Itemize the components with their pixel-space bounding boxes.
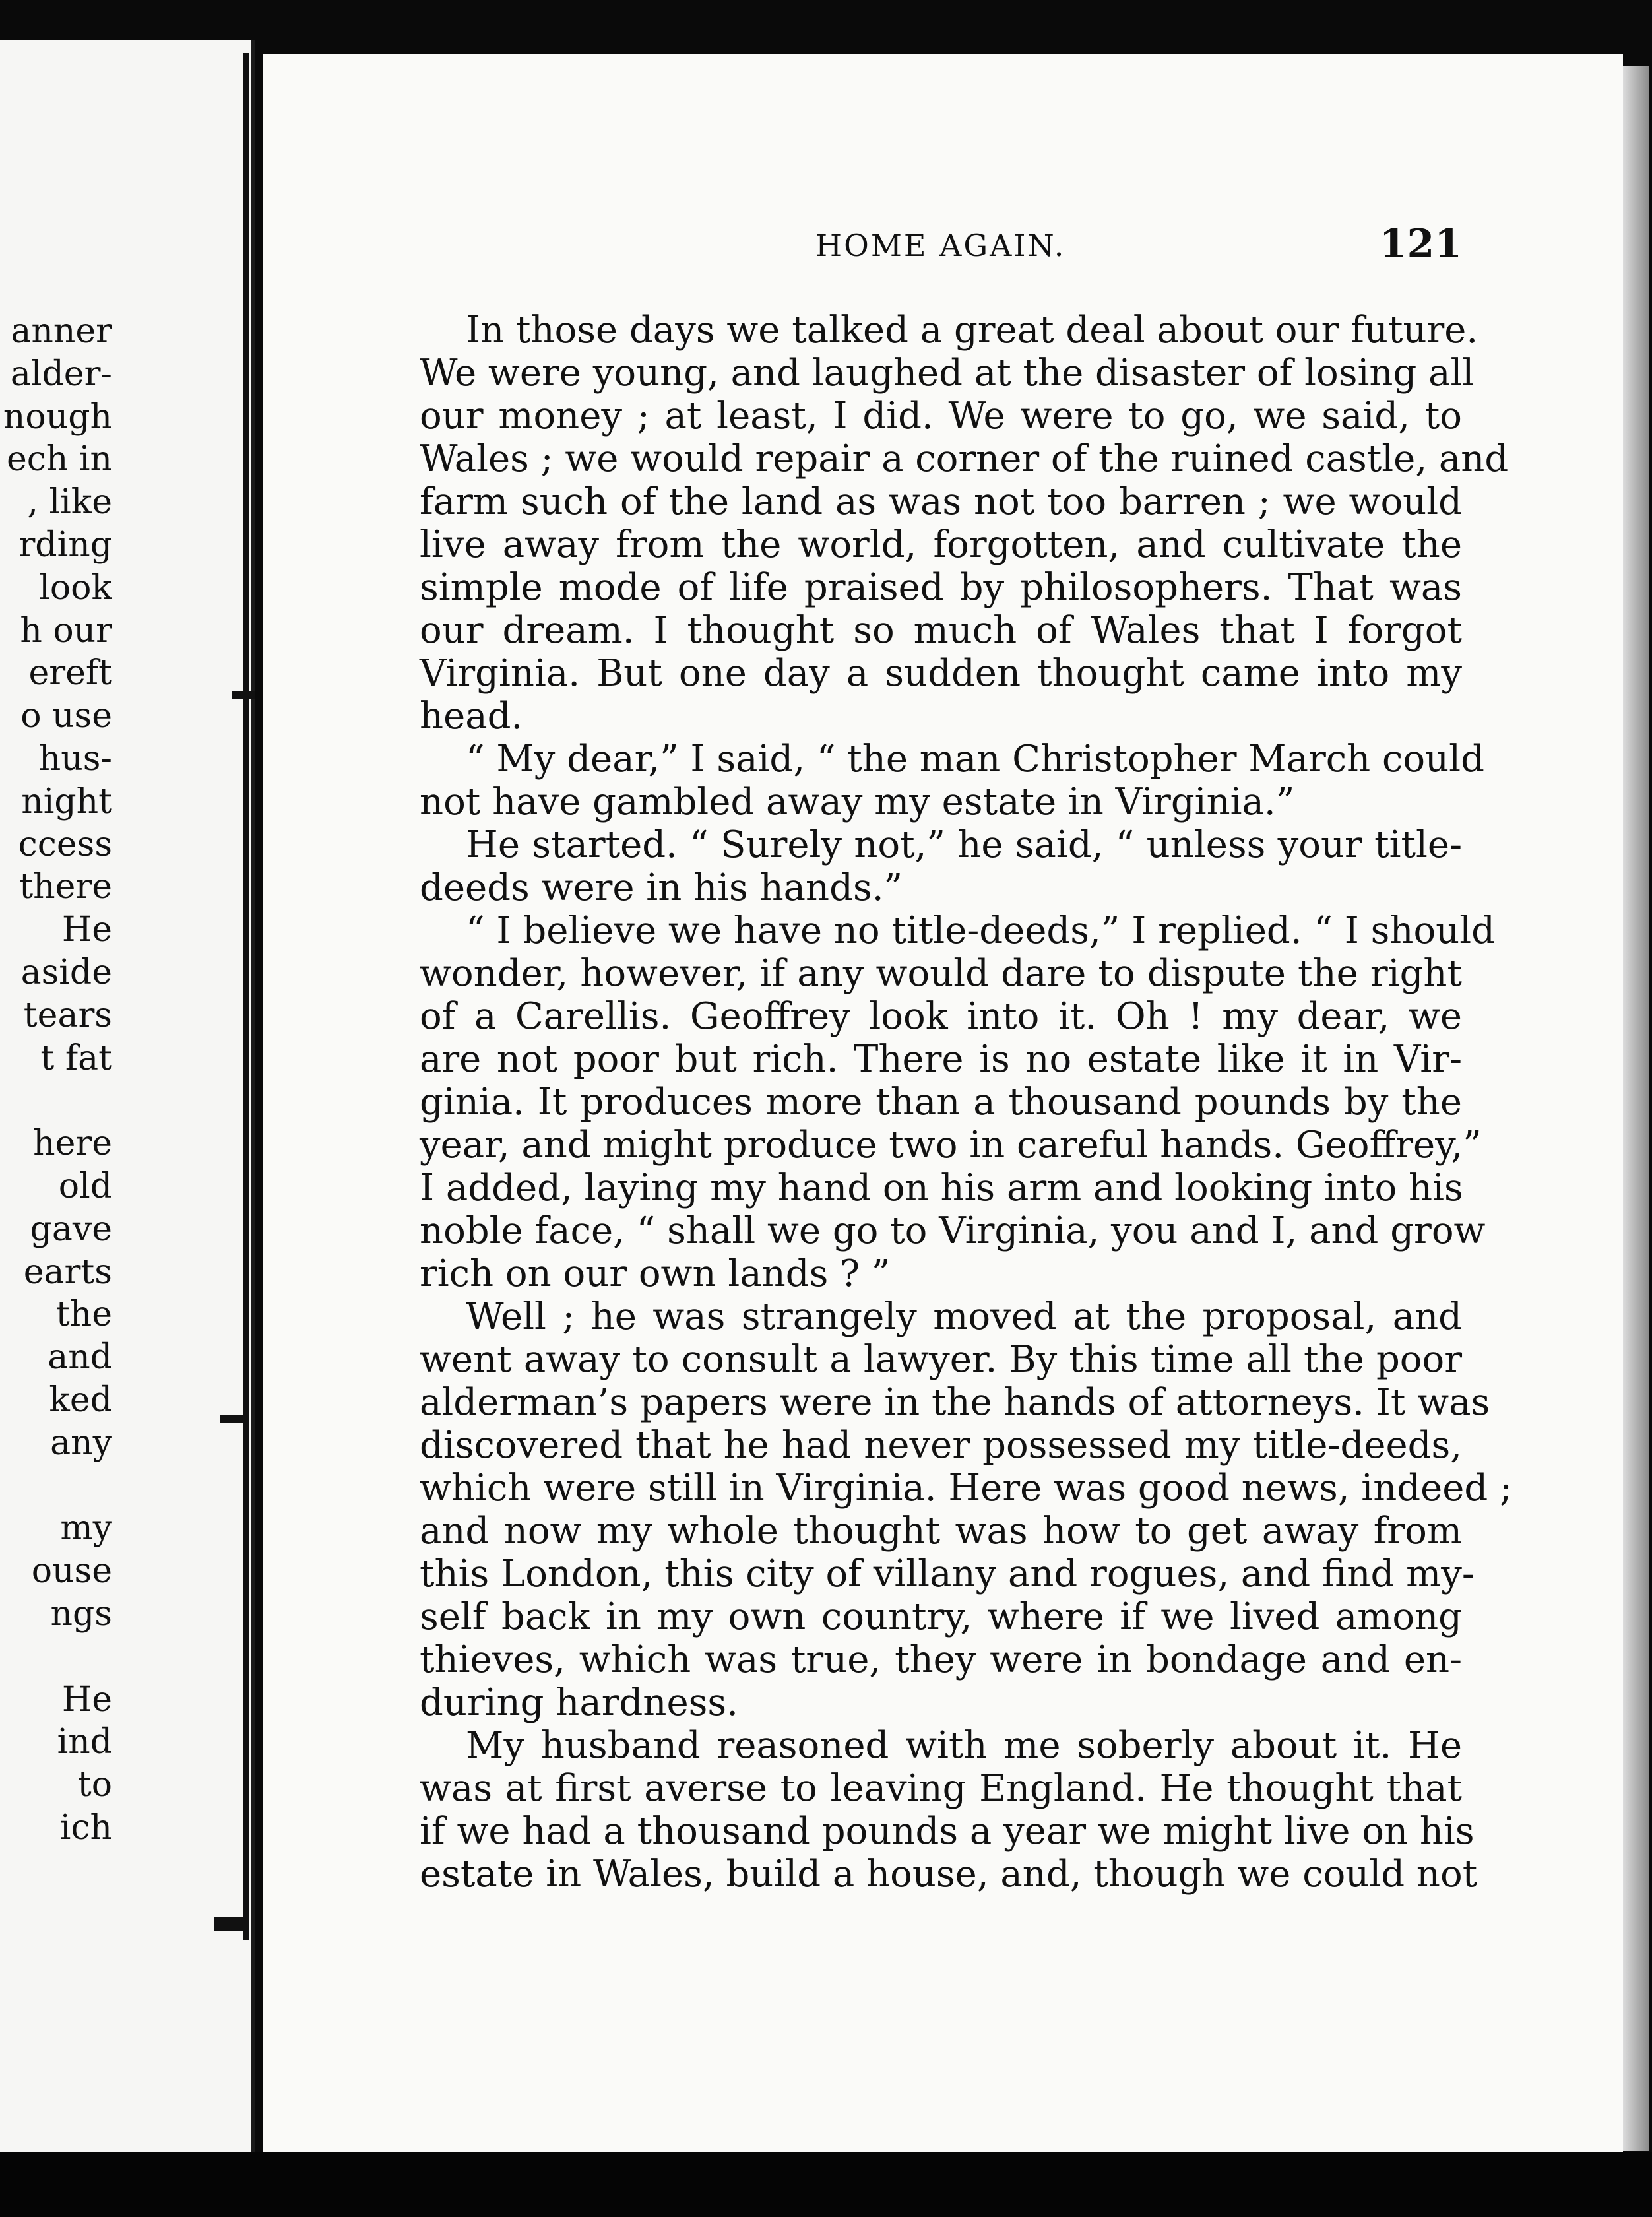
text-line: simple mode of life praised by philosophers. That was bbox=[420, 566, 1462, 609]
left-page-fragment: t fat bbox=[40, 1038, 112, 1078]
left-page-fragment: old bbox=[58, 1166, 112, 1206]
page-edge-shadow bbox=[1623, 66, 1649, 2151]
text-line: self back in my own country, where if we lived among bbox=[420, 1595, 1462, 1638]
text-line: I added, laying my hand on his arm and looking into his bbox=[420, 1167, 1463, 1209]
left-page-fragment: ind bbox=[57, 1722, 112, 1762]
left-page-fragment: ked bbox=[49, 1380, 112, 1420]
text-line: thieves, which was true, they were in bondage and en- bbox=[420, 1638, 1462, 1681]
text-line: noble face, “ shall we go to Virginia, you and I, and grow bbox=[420, 1209, 1486, 1252]
text-line: this London, this city of villany and rogues, and find my- bbox=[420, 1553, 1475, 1595]
text-line: My husband reasoned with me soberly about it. He bbox=[466, 1724, 1462, 1767]
text-line: In those days we talked a great deal about our future. bbox=[466, 309, 1478, 352]
left-page-fragment: h our bbox=[20, 610, 112, 651]
left-page-fragment: look bbox=[39, 567, 112, 608]
text-line: which were still in Virginia. Here was good news, indeed ; bbox=[420, 1467, 1512, 1510]
text-line: “ I believe we have no title-deeds,” I replied. “ I should bbox=[466, 909, 1495, 952]
text-line: if we had a thousand pounds a year we might live on his bbox=[420, 1810, 1475, 1853]
page-header bbox=[420, 221, 1462, 274]
text-line: He started. “ Surely not,” he said, “ unless your title- bbox=[466, 823, 1462, 866]
text-line: head. bbox=[420, 695, 523, 738]
text-line: discovered that he had never possessed my title-deeds, bbox=[420, 1424, 1462, 1467]
left-page-fragment: o use bbox=[20, 696, 112, 736]
text-line: We were young, and laughed at the disaster of losing all bbox=[420, 352, 1475, 395]
left-page-text-fragments bbox=[0, 310, 112, 1849]
left-page-fragment: here bbox=[33, 1124, 112, 1164]
text-line: “ My dear,” I said, “ the man Christopher March could bbox=[466, 738, 1484, 781]
left-page-fragment: ouse bbox=[31, 1551, 112, 1591]
gutter-stitch-mark bbox=[232, 691, 255, 699]
left-page-fragment: He bbox=[61, 1679, 112, 1719]
left-page-fragment: night bbox=[21, 781, 112, 821]
left-page-fragment: earts bbox=[23, 1252, 112, 1292]
text-line: during hardness. bbox=[420, 1681, 738, 1724]
text-line: deeds were in his hands.” bbox=[420, 866, 903, 909]
left-page-fragment bbox=[0, 1465, 112, 1508]
text-line: of a Carellis. Geoffrey look into it. Oh ! my dear, we bbox=[420, 995, 1462, 1038]
left-page-fragment: there bbox=[19, 867, 112, 907]
scan-border bbox=[0, 2152, 1652, 2217]
left-page-fragment: ech in bbox=[6, 439, 112, 480]
text-line: live away from the world, forgotten, and cultivate the bbox=[420, 523, 1462, 566]
gutter-stitch-mark bbox=[220, 1415, 243, 1423]
text-line: year, and might produce two in careful hands. Geoffrey,” bbox=[420, 1124, 1482, 1167]
left-page-fragment: tears bbox=[23, 995, 112, 1035]
left-page-fragment bbox=[0, 1079, 112, 1122]
left-page-fragment bbox=[0, 1636, 112, 1679]
left-page-fragment: ereft bbox=[28, 653, 112, 693]
left-page-fragment: ccess bbox=[18, 824, 112, 864]
text-line: Virginia. But one day a sudden thought came into my bbox=[420, 652, 1462, 695]
text-line: estate in Wales, build a house, and, though we could not bbox=[420, 1853, 1478, 1896]
left-page-fragment: ich bbox=[59, 1807, 112, 1848]
left-page-fragment: and bbox=[48, 1337, 112, 1378]
text-line: our money ; at least, I did. We were to go, we said, to bbox=[420, 395, 1462, 437]
left-page-fragment: any bbox=[50, 1423, 112, 1463]
left-page-fragment: , like bbox=[27, 482, 112, 523]
text-line: alderman’s papers were in the hands of attorneys. It was bbox=[420, 1381, 1490, 1424]
left-page-fragment: anner bbox=[11, 311, 112, 351]
left-page-fragment: gave bbox=[30, 1209, 112, 1249]
left-page-fragment: ngs bbox=[50, 1593, 112, 1634]
left-page-fragment: alder- bbox=[10, 354, 112, 394]
text-line: rich on our own lands ? ” bbox=[420, 1252, 891, 1295]
text-line: ginia. It produces more than a thousand pounds by the bbox=[420, 1081, 1462, 1124]
text-line: and now my whole thought was how to get away from bbox=[420, 1510, 1462, 1553]
text-line: are not poor but rich. There is no estate like it in Vir- bbox=[420, 1038, 1462, 1081]
gutter-stitch-mark bbox=[214, 1917, 248, 1931]
left-page-fragment: my bbox=[60, 1508, 112, 1549]
page-number: 121 bbox=[1379, 221, 1462, 267]
text-line: went away to consult a lawyer. By this time all the poor bbox=[420, 1338, 1462, 1381]
running-head: HOME AGAIN. bbox=[815, 228, 1066, 263]
left-page-fragment: the bbox=[55, 1295, 112, 1335]
left-page-fragment: aside bbox=[20, 952, 112, 992]
text-line: not have gambled away my estate in Virginia.” bbox=[420, 781, 1295, 823]
left-page-fragment: hus- bbox=[38, 738, 112, 779]
text-line: Wales ; we would repair a corner of the ruined castle, and bbox=[420, 437, 1509, 480]
book-gutter bbox=[243, 53, 249, 1940]
left-page-fragment: to bbox=[77, 1765, 112, 1805]
left-page bbox=[0, 40, 255, 2158]
text-line: farm such of the land as was not too barren ; we would bbox=[420, 480, 1462, 523]
text-line: was at first averse to leaving England. He thought that bbox=[420, 1767, 1462, 1810]
text-line: our dream. I thought so much of Wales that I forgot bbox=[420, 609, 1462, 652]
body-text bbox=[420, 309, 1512, 1896]
left-page-fragment: He bbox=[61, 910, 112, 950]
left-page-fragment: rding bbox=[18, 525, 112, 565]
left-page-fragment: nough bbox=[3, 397, 112, 437]
text-line: Well ; he was strangely moved at the proposal, and bbox=[466, 1295, 1462, 1338]
text-line: wonder, however, if any would dare to dispute the right bbox=[420, 952, 1462, 995]
